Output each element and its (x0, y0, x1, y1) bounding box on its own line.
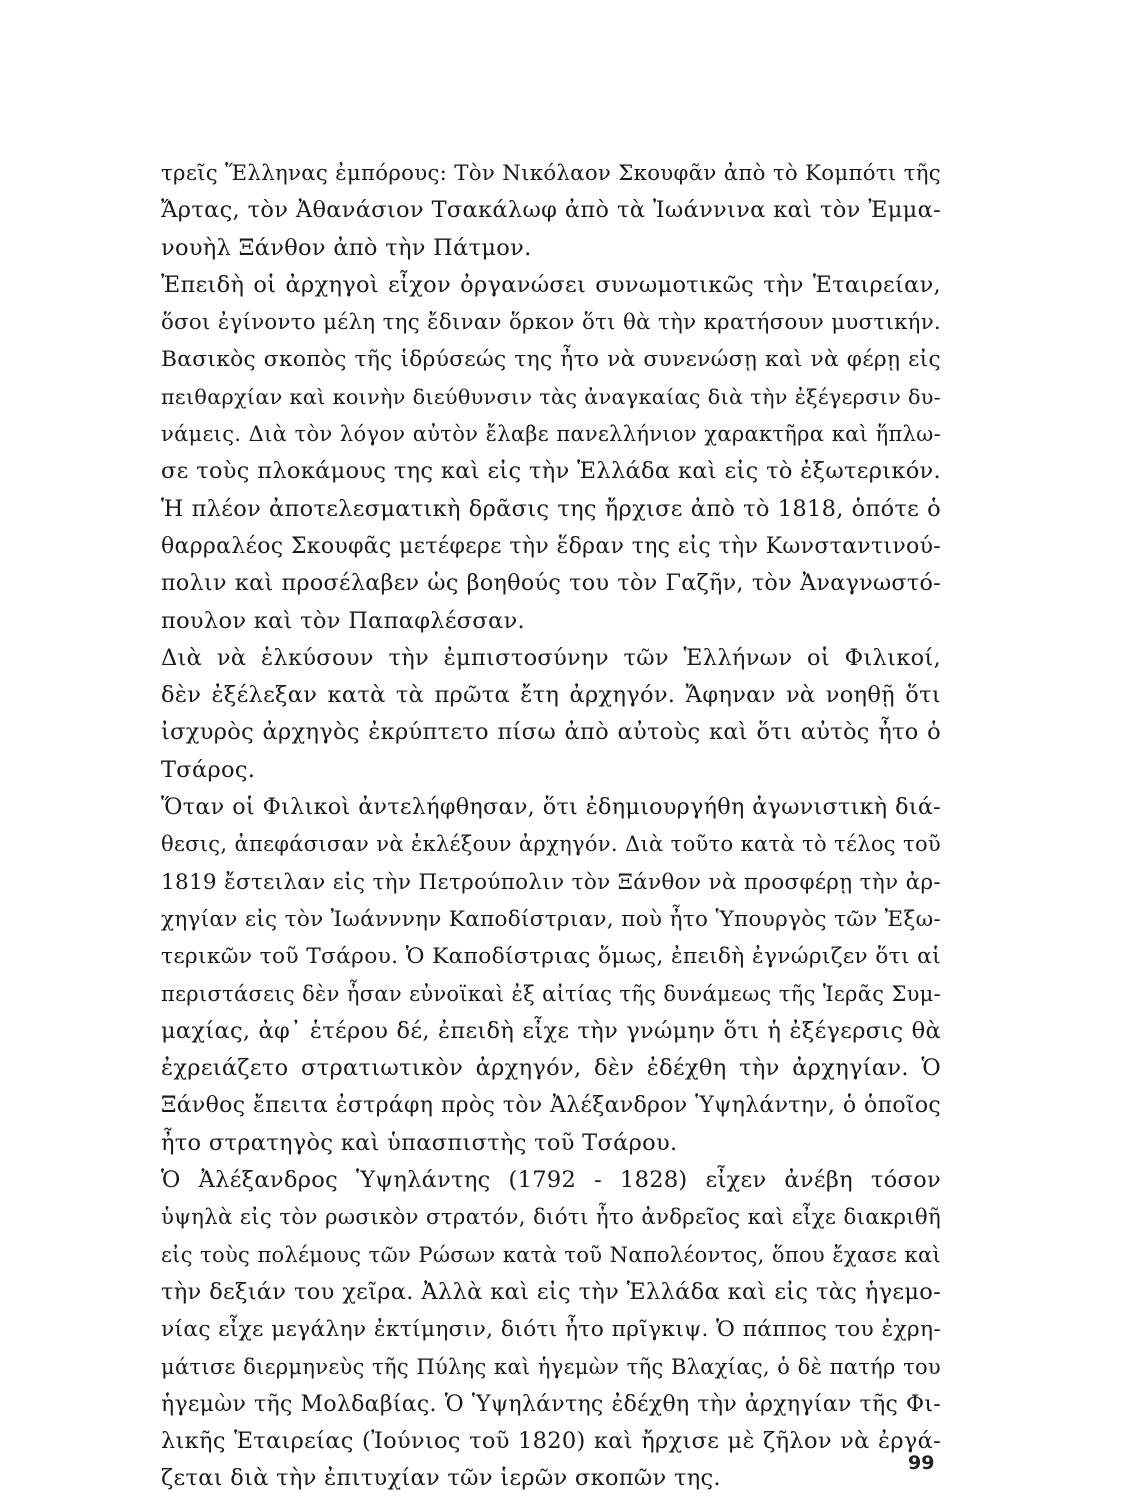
text-line: μαχίας, ἀφ᾽ ἑτέρου δέ, ἐπειδὴ εἶχε τὴν γνώμην ὅτι ἡ ἐξέγερσις θὰ (161, 1017, 941, 1044)
body-text (161, 155, 941, 1498)
text-line: ἡγεμὼν τῆς Μολδαβίας. Ὁ Ὑψηλάντης ἐδέχθη τὴν ἀρχηγίαν τῆς Φι- (161, 1391, 941, 1417)
text-line: τὴν δεξιάν του χεῖρα. Ἀλλὰ καὶ εἰς τὴν Ἑλλάδα καὶ εἰς τὰς ἡγεμο- (161, 1278, 941, 1305)
text-line: εἰς τοὺς πολέμους τῶν Ρώσων κατὰ τοῦ Ναπολέοντος, ὅπου ἔχασε καὶ (161, 1242, 941, 1267)
text-line: πειθαρχίαν καὶ κοινὴν διεύθυνσιν τὰς ἀναγκαίας διὰ τὴν ἐξέγερσιν δυ- (161, 384, 941, 409)
text-line: Βασικὸς σκοπὸς τῆς ἱδρύσεώς της ἦτο νὰ συνενώσῃ καὶ νὰ φέρῃ εἰς (161, 347, 941, 373)
text-line: Ὁ Ἀλέξανδρος Ὑψηλάντης (1792 - 1828) εἶχεν ἀνέβη τόσον (161, 1167, 941, 1194)
text-line: νουὴλ Ξάνθον ἀπὸ τὴν Πάτμον. (161, 234, 532, 261)
page-number: 99 (908, 1452, 935, 1474)
text-line: τερικῶν τοῦ Τσάρου. Ὁ Καποδίστριας ὅμως, ἐπειδὴ ἐγνώριζεν ὅτι αἱ (161, 944, 941, 970)
text-line: λικῆς Ἑταιρείας (Ἰούνιος τοῦ 1820) καὶ ἤρχισε μὲ ζῆλον νὰ ἐργά- (161, 1428, 941, 1455)
text-line: δὲν ἐξέλεξαν κατὰ τὰ πρῶτα ἔτη ἀρχηγόν. Ἄφηναν νὰ νοηθῇ ὅτι (161, 682, 941, 709)
text-line: νάμεις. Διὰ τὸν λόγον αὐτὸν ἔλαβε πανελλήνιον χαρακτῆρα καὶ ἥπλω- (161, 422, 941, 447)
text-line: χηγίαν εἰς τὸν Ἰωάνννην Καποδίστριαν, ποὺ ἦτο Ὑπουργὸς τῶν Ἐξω- (161, 906, 941, 932)
text-line: τρεῖς Ἕλληνας ἐμπόρους: Τὸν Νικόλαον Σκουφᾶν ἀπὸ τὸ Κομπότι τῆς (161, 161, 941, 186)
text-line: περιστάσεις δὲν ἦσαν εὐνοϊκαὶ ἐξ αἰτίας τῆς δυνάμεως τῆς Ἱερᾶς Συμ- (161, 981, 941, 1006)
text-line: Διὰ νὰ ἑλκύσουν τὴν ἐμπιστοσύνην τῶν Ἑλλήνων οἱ Φιλικοί, (161, 644, 941, 671)
text-line: Ὅταν οἱ Φιλικοὶ ἀντελήφθησαν, ὅτι ἐδημιουργήθη ἀγωνιστικὴ διά- (161, 794, 941, 821)
text-line: ἦτο στρατηγὸς καὶ ὑπασπιστὴς τοῦ Τσάρου. (161, 1129, 678, 1156)
text-line: θεσις, ἀπεφάσισαν νὰ ἐκλέξουν ἀρχηγόν. Διὰ τοῦτο κατὰ τὸ τέλος τοῦ (161, 832, 941, 857)
text-line: ζεται διὰ τὴν ἐπιτυχίαν τῶν ἱερῶν σκοπῶν της. (161, 1465, 721, 1492)
text-line: νίας εἶχε μεγάλην ἐκτίμησιν, διότι ἦτο πρῖγκιψ. Ὁ πάππος του ἐχρη- (161, 1317, 941, 1343)
text-line: Ξάνθος ἔπειτα ἐστράφη πρὸς τὸν Ἀλέξανδρον Ὑψηλάντην, ὁ ὁποῖος (161, 1093, 941, 1119)
text-line: μάτισε διερμηνεὺς τῆς Πύλης καὶ ἡγεμὼν τῆς Βλαχίας, ὁ δὲ πατήρ του (161, 1354, 941, 1379)
text-line: Ἡ πλέον ἀποτελεσματικὴ δρᾶσις της ἤρχισε ἀπὸ τὸ 1818, ὁπότε ὁ (161, 495, 941, 522)
text-line: σε τοὺς πλοκάμους της καὶ εἰς τὴν Ἑλλάδα καὶ εἰς τὸ ἐξωτερικόν. (161, 458, 941, 485)
text-line: ἐχρειάζετο στρατιωτικὸν ἀρχηγόν, δὲν ἐδέχθη τὴν ἀρχηγίαν. Ὁ (161, 1055, 941, 1082)
text-line: πουλον καὶ τὸν Παπαφλέσσαν. (161, 607, 526, 634)
text-line: ὑψηλὰ εἰς τὸν ρωσικὸν στρατόν, διότι ἦτο ἀνδρεῖος καὶ εἶχε διακριθῆ (161, 1205, 941, 1231)
text-line: ὅσοι ἐγίνοντο μέλη της ἔδιναν ὅρκον ὅτι θὰ τὴν κρατήσουν μυστικήν. (161, 310, 941, 336)
text-line: θαρραλέος Σκουφᾶς μετέφερε τὴν ἕδραν της εἰς τὴν Κωνσταντινού- (161, 533, 941, 559)
text-line: Ἐπειδὴ οἱ ἀρχηγοὶ εἶχον ὀργανώσει συνωμοτικῶς τὴν Ἑταιρείαν, (161, 271, 941, 298)
text-line: ἰσχυρὸς ἀρχηγὸς ἐκρύπτετο πίσω ἀπὸ αὐτοὺς καὶ ὅτι αὐτὸς ἦτο ὁ (161, 719, 941, 746)
text-line: Ἄρτας, τὸν Ἀθανάσιον Τσακάλωφ ἀπὸ τὰ Ἰωάννινα καὶ τὸν Ἐμμα- (161, 197, 941, 224)
text-line: πολιν καὶ προσέλαβεν ὡς βοηθούς του τὸν Γαζῆν, τὸν Ἀναγνωστό- (161, 570, 941, 597)
text-line: 1819 ἔστειλαν εἰς τὴν Πετρούπολιν τὸν Ξάνθον νὰ προσφέρῃ τὴν ἀρ- (161, 869, 941, 895)
text-line: Τσάρος. (161, 756, 256, 783)
